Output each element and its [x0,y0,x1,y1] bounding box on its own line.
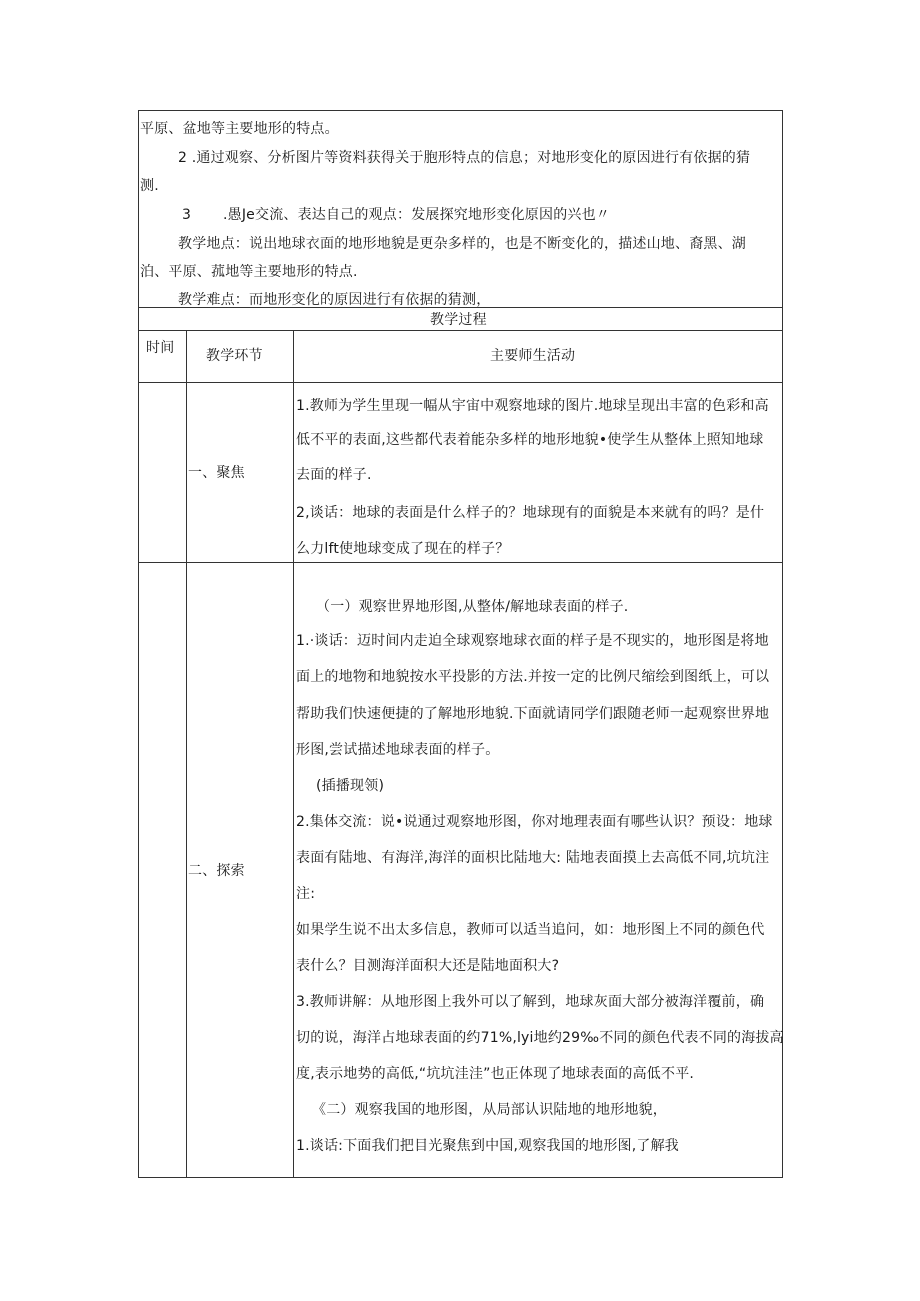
column-header-activity: 主要师生活动 [490,348,576,364]
key-point-line: 教学地点：说出地球衣面的地形地貌是更杂多样的，也是不断变化的，描述山地、裔黑、湖 [178,236,746,252]
objective-line: 测. [140,178,159,194]
objective-line: 平原、盆地等主要地形的特点。 [140,121,339,137]
activity-line: 么力lft使地球变成了现在的样子？ [296,541,510,557]
row-divider [139,382,782,383]
activity-line: 如果学生说不出太多信息，教师可以适当追问，如：地形图上不同的颜色代 [296,922,765,938]
column-divider [186,330,187,1178]
activity-line: 1.教师为学生里现一幅从宇宙中观察地球的图片.地球呈现出丰富的色彩和高 [296,398,769,414]
activity-line: （一）观察世界地形图,从整体/解地球表面的样子. [316,599,629,615]
column-header-stage: 教学环节 [206,348,263,364]
activity-line: 面上的地物和地貌按水平投影的方法.并按一定的比例尺缩绘到图纸上，可以 [296,669,770,685]
activity-line: 2.集体交流：说•说通过观察地形图，你对地理表面有哪些认识？预设：地球 [296,814,773,830]
activity-line: (插播现领) [316,778,385,794]
activity-line: 低不平的表面,这些都代表着能杂多样的地形地貌•使学生从整体上照知地球 [296,432,764,448]
activity-line: 3.教师讲解：从地形图上我外可以了解到，地球灰面大部分被海洋覆前，确 [296,994,765,1010]
activity-line: 表面有陆地、有海洋,海洋的面枳比陆地大: 陆地表面摸上去高低不同,坑坑注 [296,850,770,866]
stage-label: 二、探索 [188,863,245,879]
activity-line: 注: [296,886,316,902]
activity-line: 1.·谈话：迈时间内走迫全球观察地球衣面的样子是不现实的，地形图是将地 [296,633,769,649]
column-header-time: 时间 [146,340,175,356]
objective-line: .愚Je交流、表达自己的观点：发展探究地形变化原因的兴也〃 [223,207,610,223]
activity-line: 度,表示地势的高低,“坑坑洼洼”也正体现了地球表面的高低不平. [296,1066,695,1082]
activity-line: 帮助我们快速便捷的了解地形地貌.下面就请同学们跟随老师一起观察世界地 [296,706,770,722]
row-divider [139,330,782,331]
stage-label: 一、聚焦 [188,465,245,481]
key-point-line: 泊、平原、菰地等主要地形的特点. [140,264,358,280]
process-title: 教学过程 [430,312,487,328]
activity-line: 去面的样子. [296,467,372,483]
objective-line: 2 .通过观察、分析图片等资料获得关于胞形特点的信息；对地形变化的原因进行有依据的猜 [178,150,751,166]
activity-line: 《二）观察我国的地形图，从局部认识陆地的地形地貌， [312,1102,667,1118]
difficulty-line: 教学难点：而地形变化的原因进行有依据的猜测， [178,292,491,308]
activity-line: 切的说，海洋占地球表面的约71%,lyi地约29‰不同的颜色代表不同的海拔高 [296,1030,784,1046]
activity-line: 表什么？目测海洋面积大还是陆地面积大? [296,958,560,974]
column-divider [293,330,294,1178]
activity-line: 1.谈话:下面我们把目光聚焦到中国,观察我国的地形图,了解我 [296,1138,679,1154]
row-divider [139,562,782,563]
activity-line: 形图,尝试描述地球表面的样子。 [296,742,500,758]
activity-line: 2,谈话：地球的表面是什么样子的？地球现有的面貌是本来就有的吗？是什 [296,505,765,521]
objective-number: 3 [182,207,192,223]
